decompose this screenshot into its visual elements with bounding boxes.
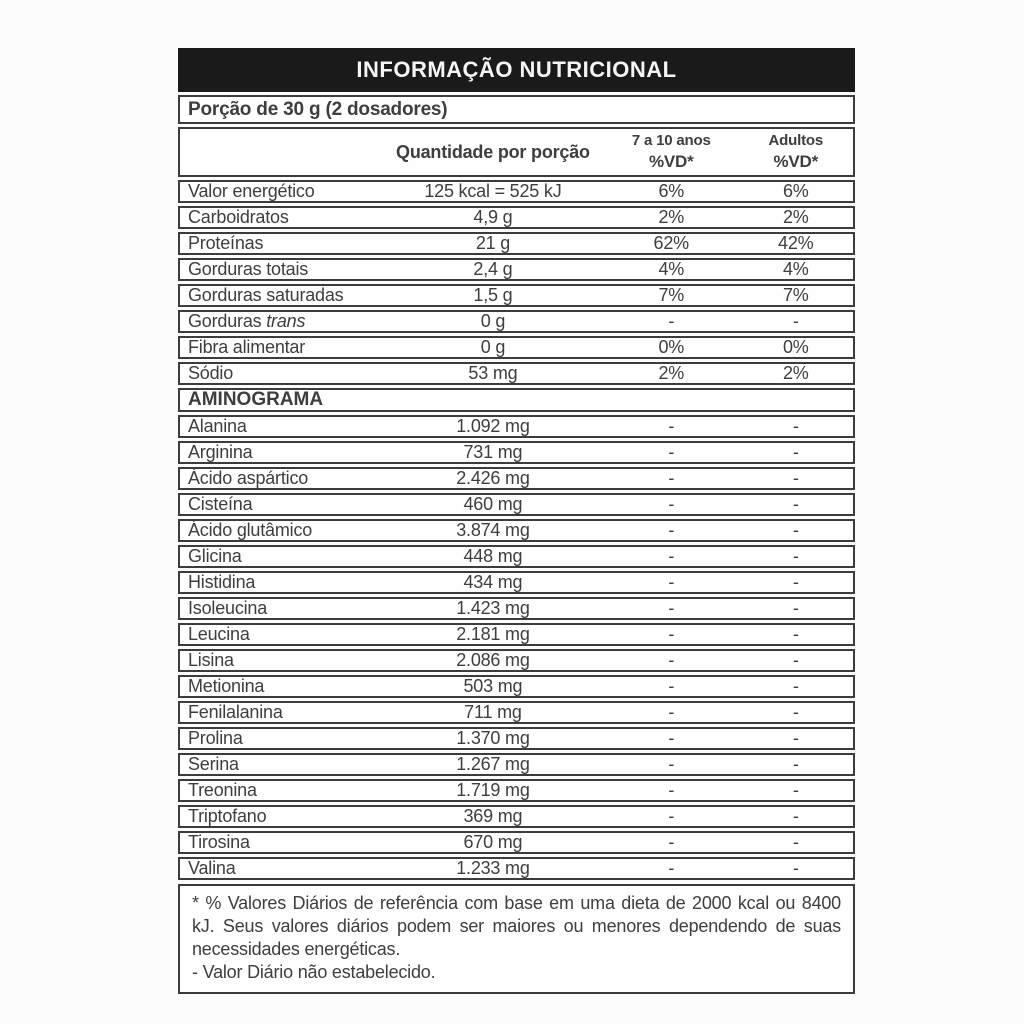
nutrient-quantity: 1.719 mg: [456, 781, 530, 800]
column-header-adults-age: Adultos: [768, 132, 823, 149]
nutrient-label: Glicina: [188, 547, 242, 566]
vd-adults-value: -: [792, 417, 799, 436]
vd-kids-value: -: [668, 469, 675, 488]
nutrient-quantity: 53 mg: [468, 364, 518, 383]
nutrient-label: Fenilalanina: [188, 703, 283, 722]
nutrient-label-italic: trans: [266, 312, 306, 331]
vd-adults-value: -: [792, 573, 799, 592]
table-row: [178, 831, 855, 854]
nutrient-quantity: 4,9 g: [473, 208, 513, 227]
nutrient-label: Treonina: [188, 781, 257, 800]
table-row: [178, 362, 855, 385]
column-header-row: [178, 127, 855, 177]
nutrient-quantity: 2.426 mg: [456, 469, 530, 488]
nutrient-quantity: 1.423 mg: [456, 599, 530, 618]
vd-adults-value: -: [792, 469, 799, 488]
nutrient-quantity: 448 mg: [463, 547, 523, 566]
footnote-box: [178, 884, 855, 994]
amino-acid-rows: [178, 415, 855, 880]
vd-adults-value: 6%: [782, 182, 809, 201]
vd-kids-value: 0%: [658, 338, 685, 357]
vd-adults-value: -: [792, 547, 799, 566]
table-row: [178, 571, 855, 594]
table-row: [178, 727, 855, 750]
table-row: [178, 753, 855, 776]
table-row: [178, 701, 855, 724]
vd-kids-value: -: [668, 443, 675, 462]
vd-kids-value: -: [668, 781, 675, 800]
nutrient-quantity: 1.370 mg: [456, 729, 530, 748]
vd-adults-value: 42%: [778, 234, 814, 253]
table-row: [178, 675, 855, 698]
vd-adults-value: -: [792, 729, 799, 748]
vd-kids-value: -: [668, 807, 675, 826]
table-row: [178, 597, 855, 620]
vd-kids-value: 7%: [658, 286, 685, 305]
nutrient-rows: [178, 180, 855, 385]
table-row: [178, 284, 855, 307]
portion-text: Porção de 30 g (2 dosadores): [188, 98, 448, 120]
nutrient-quantity: 711 mg: [464, 703, 522, 722]
column-header-quantity: Quantidade por porção: [396, 141, 590, 162]
table-row: [178, 310, 855, 333]
nutrient-quantity: 1.092 mg: [456, 417, 530, 436]
vd-adults-value: -: [792, 703, 799, 722]
table-row: [178, 467, 855, 490]
vd-kids-value: -: [668, 833, 675, 852]
nutrient-quantity: 731 mg: [463, 443, 523, 462]
nutrient-quantity: 0 g: [480, 338, 506, 357]
vd-kids-value: -: [668, 599, 675, 618]
nutrient-quantity: 125 kcal = 525 kJ: [424, 182, 562, 201]
table-row: [178, 649, 855, 672]
table-row: [178, 415, 855, 438]
nutrient-label: Histidina: [188, 573, 256, 592]
nutrient-label: Tirosina: [188, 833, 250, 852]
column-header-kids-age: 7 a 10 anos: [631, 132, 711, 149]
nutrient-label: Sódio: [188, 364, 234, 383]
table-row: [178, 545, 855, 568]
vd-adults-value: -: [792, 625, 799, 644]
vd-kids-value: -: [668, 625, 675, 644]
vd-adults-value: -: [792, 495, 799, 514]
vd-adults-value: 2%: [782, 208, 809, 227]
nutrient-label: Prolina: [188, 729, 243, 748]
nutrient-label: Gorduras totais: [188, 260, 309, 279]
nutrient-label: Fibra alimentar: [188, 338, 306, 357]
vd-kids-value: -: [668, 547, 675, 566]
table-row: [178, 779, 855, 802]
footnote-daily-values: * % Valores Diários de referência com base em uma dieta de 2000 kcal ou 8400 kJ. Seus valores diários podem ser maiores ou menores dependendo de suas necessidades energéticas.: [192, 893, 841, 959]
nutrient-label: Triptofano: [188, 807, 267, 826]
nutrient-label: Gorduras saturadas: [188, 286, 344, 305]
table-row: [178, 623, 855, 646]
vd-kids-value: -: [668, 651, 675, 670]
nutrient-label: Ácido glutâmico: [188, 521, 313, 540]
vd-kids-value: 6%: [658, 182, 685, 201]
column-header-kids-vd: %VD*: [648, 151, 694, 171]
vd-kids-value: -: [668, 755, 675, 774]
nutrient-label: Valina: [188, 859, 236, 878]
vd-kids-value: 2%: [658, 208, 685, 227]
vd-adults-value: -: [792, 312, 799, 331]
table-row: [178, 180, 855, 203]
vd-adults-value: 0%: [782, 338, 809, 357]
vd-kids-value: -: [668, 703, 675, 722]
nutrient-label: Isoleucina: [188, 599, 268, 618]
nutrient-quantity: 1,5 g: [473, 286, 513, 305]
table-row: [178, 493, 855, 516]
nutrient-label: Gorduras trans: [188, 312, 306, 331]
column-header-adults: [739, 132, 853, 172]
vd-adults-value: -: [792, 781, 799, 800]
column-header-kids: [604, 132, 739, 172]
vd-kids-value: -: [668, 495, 675, 514]
nutrient-label: Valor energético: [188, 182, 315, 201]
vd-adults-value: -: [792, 651, 799, 670]
nutrient-label: Alanina: [188, 417, 247, 436]
nutrient-quantity: 2.086 mg: [456, 651, 530, 670]
nutrient-quantity: 369 mg: [463, 807, 523, 826]
table-row: [178, 258, 855, 281]
nutrient-quantity: 21 g: [475, 234, 511, 253]
vd-adults-value: -: [792, 599, 799, 618]
footnote-not-established: - Valor Diário não estabelecido.: [192, 962, 436, 982]
vd-adults-value: -: [792, 521, 799, 540]
page-title: INFORMAÇÃO NUTRICIONAL: [356, 57, 677, 82]
nutrient-label: Ácido aspártico: [188, 469, 309, 488]
vd-adults-value: -: [792, 677, 799, 696]
table-row: [178, 519, 855, 542]
nutrient-label: Carboidratos: [188, 208, 289, 227]
table-row: [178, 441, 855, 464]
vd-adults-value: -: [792, 755, 799, 774]
vd-kids-value: -: [668, 859, 675, 878]
vd-kids-value: -: [668, 677, 675, 696]
nutrient-quantity: 2,4 g: [473, 260, 513, 279]
nutrient-quantity: 0 g: [480, 312, 506, 331]
nutrient-label: Cisteína: [188, 495, 253, 514]
vd-adults-value: -: [792, 807, 799, 826]
table-row: [178, 805, 855, 828]
vd-kids-value: -: [668, 417, 675, 436]
title-bar: [178, 48, 855, 92]
nutrient-label: Lisina: [188, 651, 234, 670]
aminogram-section-row: [178, 388, 855, 412]
vd-adults-value: -: [792, 859, 799, 878]
nutrient-label: Proteínas: [188, 234, 264, 253]
nutrient-quantity: 1.267 mg: [456, 755, 530, 774]
nutrient-quantity: 503 mg: [463, 677, 523, 696]
vd-adults-value: -: [792, 443, 799, 462]
nutrient-label: Leucina: [188, 625, 250, 644]
vd-adults-value: 2%: [782, 364, 809, 383]
nutrient-label: Metionina: [188, 677, 265, 696]
vd-adults-value: 4%: [782, 260, 809, 279]
vd-kids-value: -: [668, 521, 675, 540]
nutrient-quantity: 460 mg: [463, 495, 523, 514]
vd-adults-value: 7%: [782, 286, 809, 305]
vd-kids-value: 2%: [658, 364, 685, 383]
column-header-adults-vd: %VD*: [773, 151, 819, 171]
vd-kids-value: -: [668, 312, 675, 331]
nutrient-label: Serina: [188, 755, 239, 774]
table-row: [178, 336, 855, 359]
nutrition-label: [178, 48, 855, 997]
nutrient-label: Arginina: [188, 443, 253, 462]
vd-kids-value: 62%: [653, 234, 689, 253]
vd-kids-value: 4%: [658, 260, 685, 279]
nutrient-quantity: 434 mg: [463, 573, 523, 592]
portion-row: [178, 95, 855, 124]
nutrient-quantity: 670 mg: [463, 833, 523, 852]
vd-adults-value: -: [792, 833, 799, 852]
nutrient-quantity: 2.181 mg: [456, 625, 530, 644]
table-row: [178, 232, 855, 255]
table-row: [178, 206, 855, 229]
aminogram-section-title: AMINOGRAMA: [188, 389, 324, 410]
vd-kids-value: -: [668, 729, 675, 748]
nutrient-quantity: 3.874 mg: [456, 521, 530, 540]
nutrient-quantity: 1.233 mg: [456, 859, 530, 878]
vd-kids-value: -: [668, 573, 675, 592]
table-row: [178, 857, 855, 880]
